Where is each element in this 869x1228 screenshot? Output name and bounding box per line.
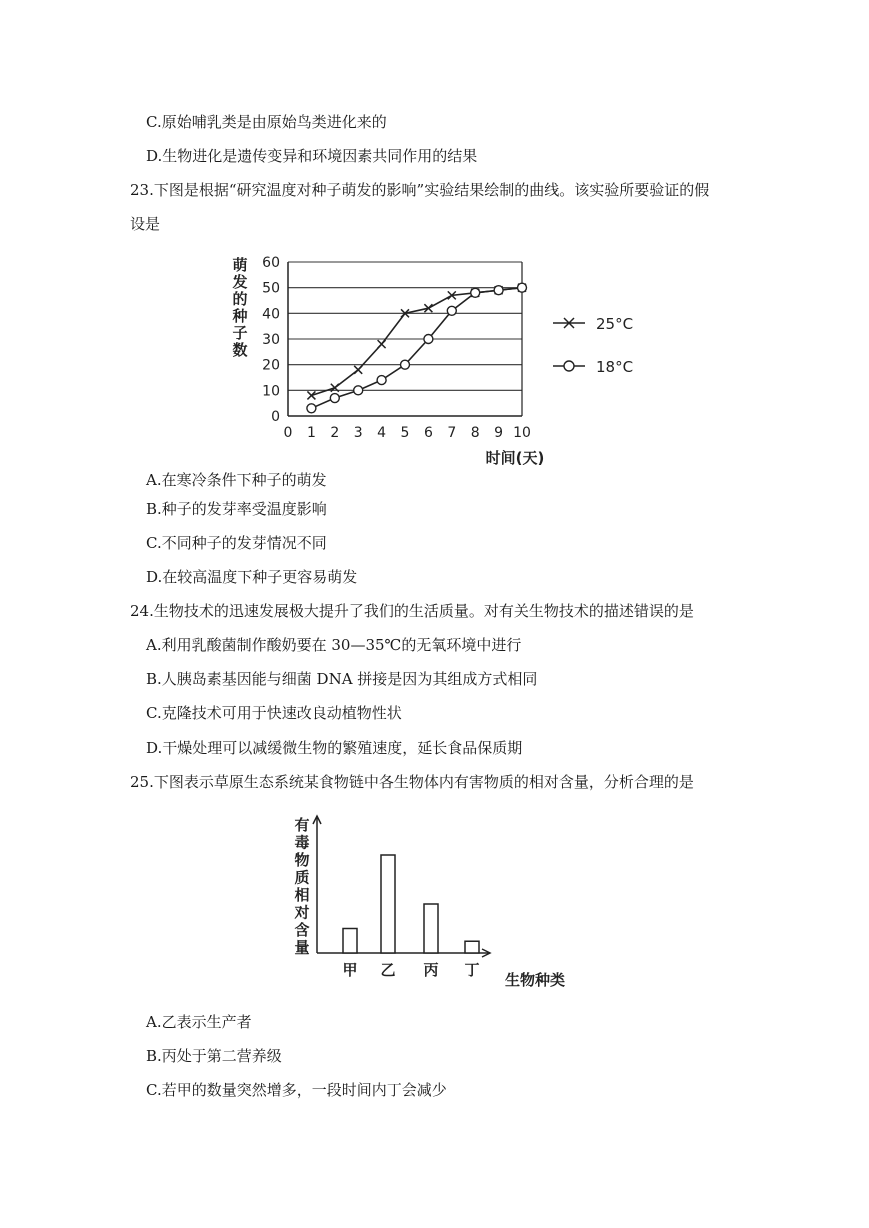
- data-point-circle: [518, 283, 527, 292]
- x-axis-title: 时间(天): [485, 449, 545, 467]
- q24-option-d: D.干燥处理可以减缓微生物的繁殖速度，延长食品保质期: [146, 739, 523, 757]
- q23-stem-line2: 设是: [130, 215, 161, 233]
- y-axis-title-char: 对: [294, 903, 310, 922]
- y-tick-label: 40: [262, 306, 280, 323]
- y-tick-label: 60: [262, 255, 280, 271]
- q22-option-c: C.原始哺乳类是由原始鸟类进化来的: [146, 113, 387, 131]
- y-tick-label: 0: [271, 409, 280, 425]
- chart-grid: [288, 262, 522, 390]
- data-point-x: [354, 366, 362, 374]
- y-axis-title-char: 子: [232, 324, 248, 342]
- q23-option-d: D.在较高温度下种子更容易萌发: [146, 568, 358, 586]
- bar-乙: [381, 855, 395, 953]
- x-tick-label: 5: [400, 425, 410, 441]
- y-axis-title-char: 发: [232, 273, 248, 291]
- y-axis-title-char: 含: [294, 921, 310, 939]
- q22-option-d: D.生物进化是遗传变异和环境因素共同作用的结果: [146, 147, 478, 165]
- y-axis-title: [231, 256, 247, 359]
- y-axis-title-char: 量: [294, 938, 310, 957]
- data-point-circle: [424, 335, 433, 344]
- series-line-0: [311, 288, 522, 396]
- x-axis-title: 生物种类: [504, 971, 566, 989]
- category-label: 乙: [380, 961, 396, 979]
- q25-stem: 25.下图表示草原生态系统某食物链中各生物体内有害物质的相对含量，分析合理的是: [130, 773, 694, 791]
- legend-label: 18°C: [596, 358, 634, 376]
- y-tick-label: 10: [262, 383, 280, 400]
- y-tick-label: 30: [262, 332, 280, 348]
- chart-legend: [553, 315, 633, 376]
- data-point-circle: [377, 376, 386, 385]
- toxin-bar-chart: [285, 808, 585, 998]
- germination-line-chart: [225, 250, 645, 470]
- q23-stem-line1: 23.下图是根据“研究温度对种子萌发的影响”实验结果绘制的曲线。该实验所要验证的假: [130, 181, 710, 199]
- x-tick-label: 3: [353, 425, 363, 441]
- q25-option-a: A.乙表示生产者: [146, 1013, 252, 1031]
- x-tick-label: 0: [283, 425, 293, 441]
- y-axis-title-char: 种: [232, 307, 248, 325]
- data-point-circle: [494, 286, 503, 295]
- chart-series: [307, 283, 527, 413]
- x-tick-label: 4: [377, 425, 387, 441]
- y-axis-title-char: 相: [294, 886, 310, 904]
- q25-option-c: C.若甲的数量突然增多，一段时间内丁会减少: [146, 1081, 447, 1099]
- x-tick-label: 10: [513, 425, 531, 441]
- category-label: 甲: [342, 961, 358, 979]
- bar-甲: [343, 929, 357, 954]
- legend-label: 25°C: [596, 315, 634, 333]
- q23-option-a: A.在寒冷条件下种子的萌发: [146, 471, 327, 489]
- data-point-circle: [447, 306, 456, 315]
- q24-option-a: A.利用乳酸菌制作酸奶要在 30—35℃的无氧环境中进行: [146, 636, 522, 654]
- q25-option-b: B.丙处于第二营养级: [146, 1047, 282, 1065]
- bar-丁: [465, 941, 479, 953]
- data-point-x: [378, 340, 386, 348]
- y-axis-title-char: 质: [294, 868, 310, 887]
- y-axis-title-char: 毒: [294, 833, 310, 852]
- x-tick-label: 8: [470, 425, 480, 441]
- x-tick-label: 6: [423, 425, 433, 441]
- data-point-circle: [307, 404, 316, 413]
- data-point-circle: [330, 394, 339, 403]
- y-axis-title-char: 数: [232, 341, 248, 359]
- data-point-circle: [471, 288, 480, 297]
- tick-labels: [262, 255, 531, 441]
- x-tick-label: 9: [494, 425, 504, 441]
- y-axis-title-char: 物: [294, 851, 310, 869]
- chart-bars: [343, 855, 479, 953]
- q24-option-c: C.克隆技术可用于快速改良动植物性状: [146, 704, 402, 722]
- chart-axes: [313, 816, 490, 957]
- data-point-circle: [354, 386, 363, 395]
- q23-option-c: C.不同种子的发芽情况不同: [146, 534, 327, 552]
- q23-option-b: B.种子的发芽率受温度影响: [146, 500, 327, 518]
- y-axis-title-char: 萌: [232, 256, 248, 274]
- category-label: 丁: [464, 961, 480, 979]
- y-tick-label: 50: [262, 280, 280, 297]
- q24-option-b: B.人胰岛素基因能与细菌 DNA 拼接是因为其组成方式相同: [146, 670, 538, 688]
- y-axis-title-char: 的: [232, 290, 248, 308]
- x-tick-label: 2: [330, 425, 340, 441]
- category-label: 丙: [423, 961, 439, 979]
- data-point-circle: [401, 360, 410, 369]
- legend-marker: [564, 361, 574, 371]
- x-tick-label: 1: [306, 425, 316, 441]
- y-axis-title-char: 有: [294, 816, 310, 834]
- y-tick-label: 20: [262, 357, 280, 374]
- bar-丙: [424, 904, 438, 953]
- category-labels: [342, 961, 479, 979]
- data-point-x: [307, 391, 315, 399]
- x-tick-label: 7: [447, 425, 457, 441]
- y-axis-title: [293, 816, 309, 957]
- q24-stem: 24.生物技术的迅速发展极大提升了我们的生活质量。对有关生物技术的描述错误的是: [130, 602, 694, 620]
